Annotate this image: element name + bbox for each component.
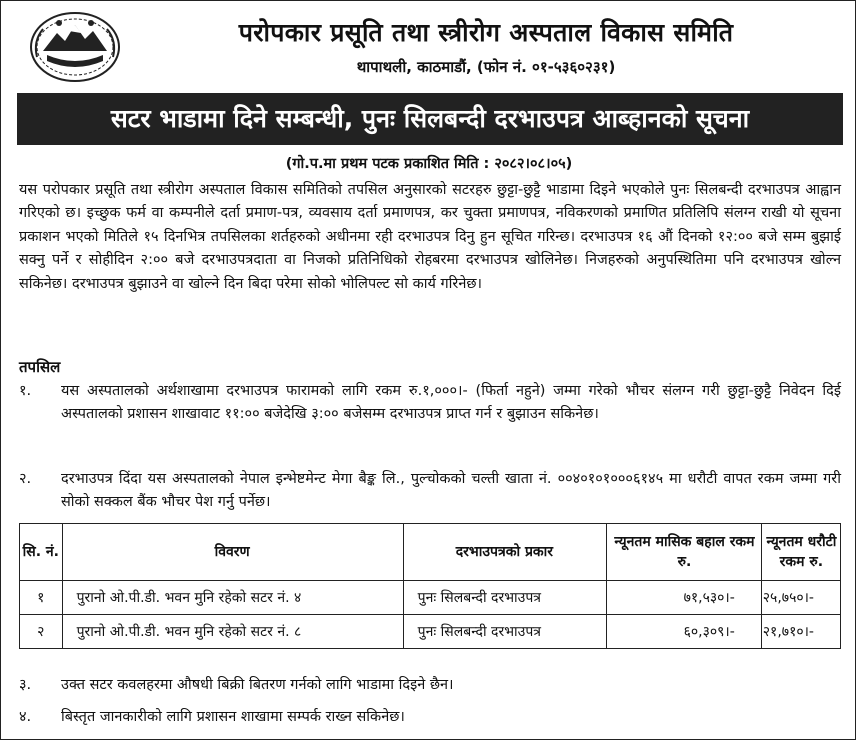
condition-number: २. [19,471,32,487]
header-min-rent: न्यूनतम मासिक बहाल रकम रु. [607,524,762,581]
tapasil-heading: तपसिल [19,358,61,376]
header-tender-type: दरभाउपत्रको प्रकार [403,524,607,581]
organization-address: थापाथली, काठमाडौं, (फोन नं. ०१-५३६०२३१) [356,58,616,76]
row-tender-type: पुनः सिलबन्दी दरभाउपत्र [403,615,607,649]
table-row [20,615,841,649]
condition-text: यस अस्पतालको अर्थशाखामा दरभाउपत्र फारामको लागि रकम रु.१,०००।- (फिर्ता नहुने) जम्मा गरेको भौचर संलग्न गरी छुट्टा-छुट्टै निवेदन दिई अस्पतालको प्रशासन शाखावाट ११:०० बजेदेखि ३:०० बजेसम्म दरभाउपत्र प्राप्त गर्न र बुझाउन सकिनेछ। [61,383,841,423]
condition-item [19,674,841,697]
publication-date: (गो.प.मा प्रथम पटक प्रकाशित मिति : २०८२।०८।०५) [285,156,573,172]
condition-item [19,380,841,427]
table-row [20,581,841,615]
organization-name: परोपकार प्रसूति तथा स्त्रीरोग अस्पताल विकास समिति [238,18,734,47]
header-description: विवरण [62,524,403,581]
row-serial: २ [20,615,63,649]
nepal-emblem-icon [29,11,121,83]
notice-title: सटर भाडामा दिने सम्बन्धी, पुनः सिलबन्दी दरभाउपत्र आब्हानको सूचना [17,93,843,145]
condition-number: ४. [19,709,32,725]
row-description: पुरानो ओ.पी.डी. भवन मुनि रहेको सटर नं. ८ [62,615,403,649]
table-header-row [20,524,841,581]
intro-paragraph: यस परोपकार प्रसूति तथा स्त्रीरोग अस्पताल विकास समितिको तपसिल अनुसारको सटरहरु छुट्टा-छुट्टै भाडामा दिइने भएकोले पुनः सिलबन्दी दरभाउपत्र आह्वान गरिएको छ। इच्छुक फर्म वा कम्पनीले दर्ता प्रमाण-पत्र, व्यवसाय दर्ता प्रमाणपत्र, कर चुक्ता प्रमाणपत्र, नविकरणको प्रमाणित प्रतिलिपि संलग्न राखी यो सूचना प्रकाशन भएको मितिले १५ दिनभित्र तपसिलका शर्तहरुको अधीनमा रही दरभाउपत्र दिनु हुन सूचित गरिन्छ। दरभाउपत्र १६ औं दिनको १२:०० बजे सम्म बुझाई सक्नु पर्ने र सोहीदिन २:०० बजे दरभाउपत्रदाता वा निजको प्रतिनिधिको रोहबरमा दरभाउपत्र खोलिनेछ। निजहरुको अनुपस्थितिमा पनि दरभाउपत्र खोल्न सकिनेछ। दरभाउपत्र बुझाउने वा खोल्ने दिन बिदा परेमा सोको भोलिपल्ट सो कार्य गरिनेछ। [19,182,841,292]
condition-text: बिस्तृत जानकारीको लागि प्रशासन शाखामा सम्पर्क राख्न सकिनेछ। [61,709,405,725]
row-min-rent: ६०,३०९।- [607,615,762,649]
notice-header [1,1,855,91]
shutter-table [19,523,841,649]
condition-number: १. [19,383,32,399]
condition-item [19,706,841,729]
row-min-deposit: २५,७५०।- [761,581,840,615]
header-serial: सि. नं. [20,524,63,581]
header-min-deposit: न्यूनतम धरौटी रकम रु. [761,524,840,581]
condition-text: दरभाउपत्र दिंदा यस अस्पतालको नेपाल इन्भेष्टमेन्ट मेगा बैङ्क लि., पुल्चोकको चल्ती खाता नं. ००४०१०१०००६१४५ मा धरौटी वापत रकम जम्मा गरी सोको सक्कल बैंक भौचर पेश गर्नु पर्नेछ। [61,471,841,511]
row-min-deposit: २१,७१०।- [761,615,840,649]
row-description: पुरानो ओ.पी.डी. भवन मुनि रहेको सटर नं. ४ [62,581,403,615]
condition-number: ३. [19,677,32,693]
row-serial: १ [20,581,63,615]
condition-item [19,468,841,515]
condition-text: उक्त सटर कवलहरमा औषधी बिक्री बितरण गर्नको लागि भाडामा दिइने छैन। [61,677,454,693]
row-min-rent: ७१,५३०।- [607,581,762,615]
row-tender-type: पुनः सिलबन्दी दरभाउपत्र [403,581,607,615]
